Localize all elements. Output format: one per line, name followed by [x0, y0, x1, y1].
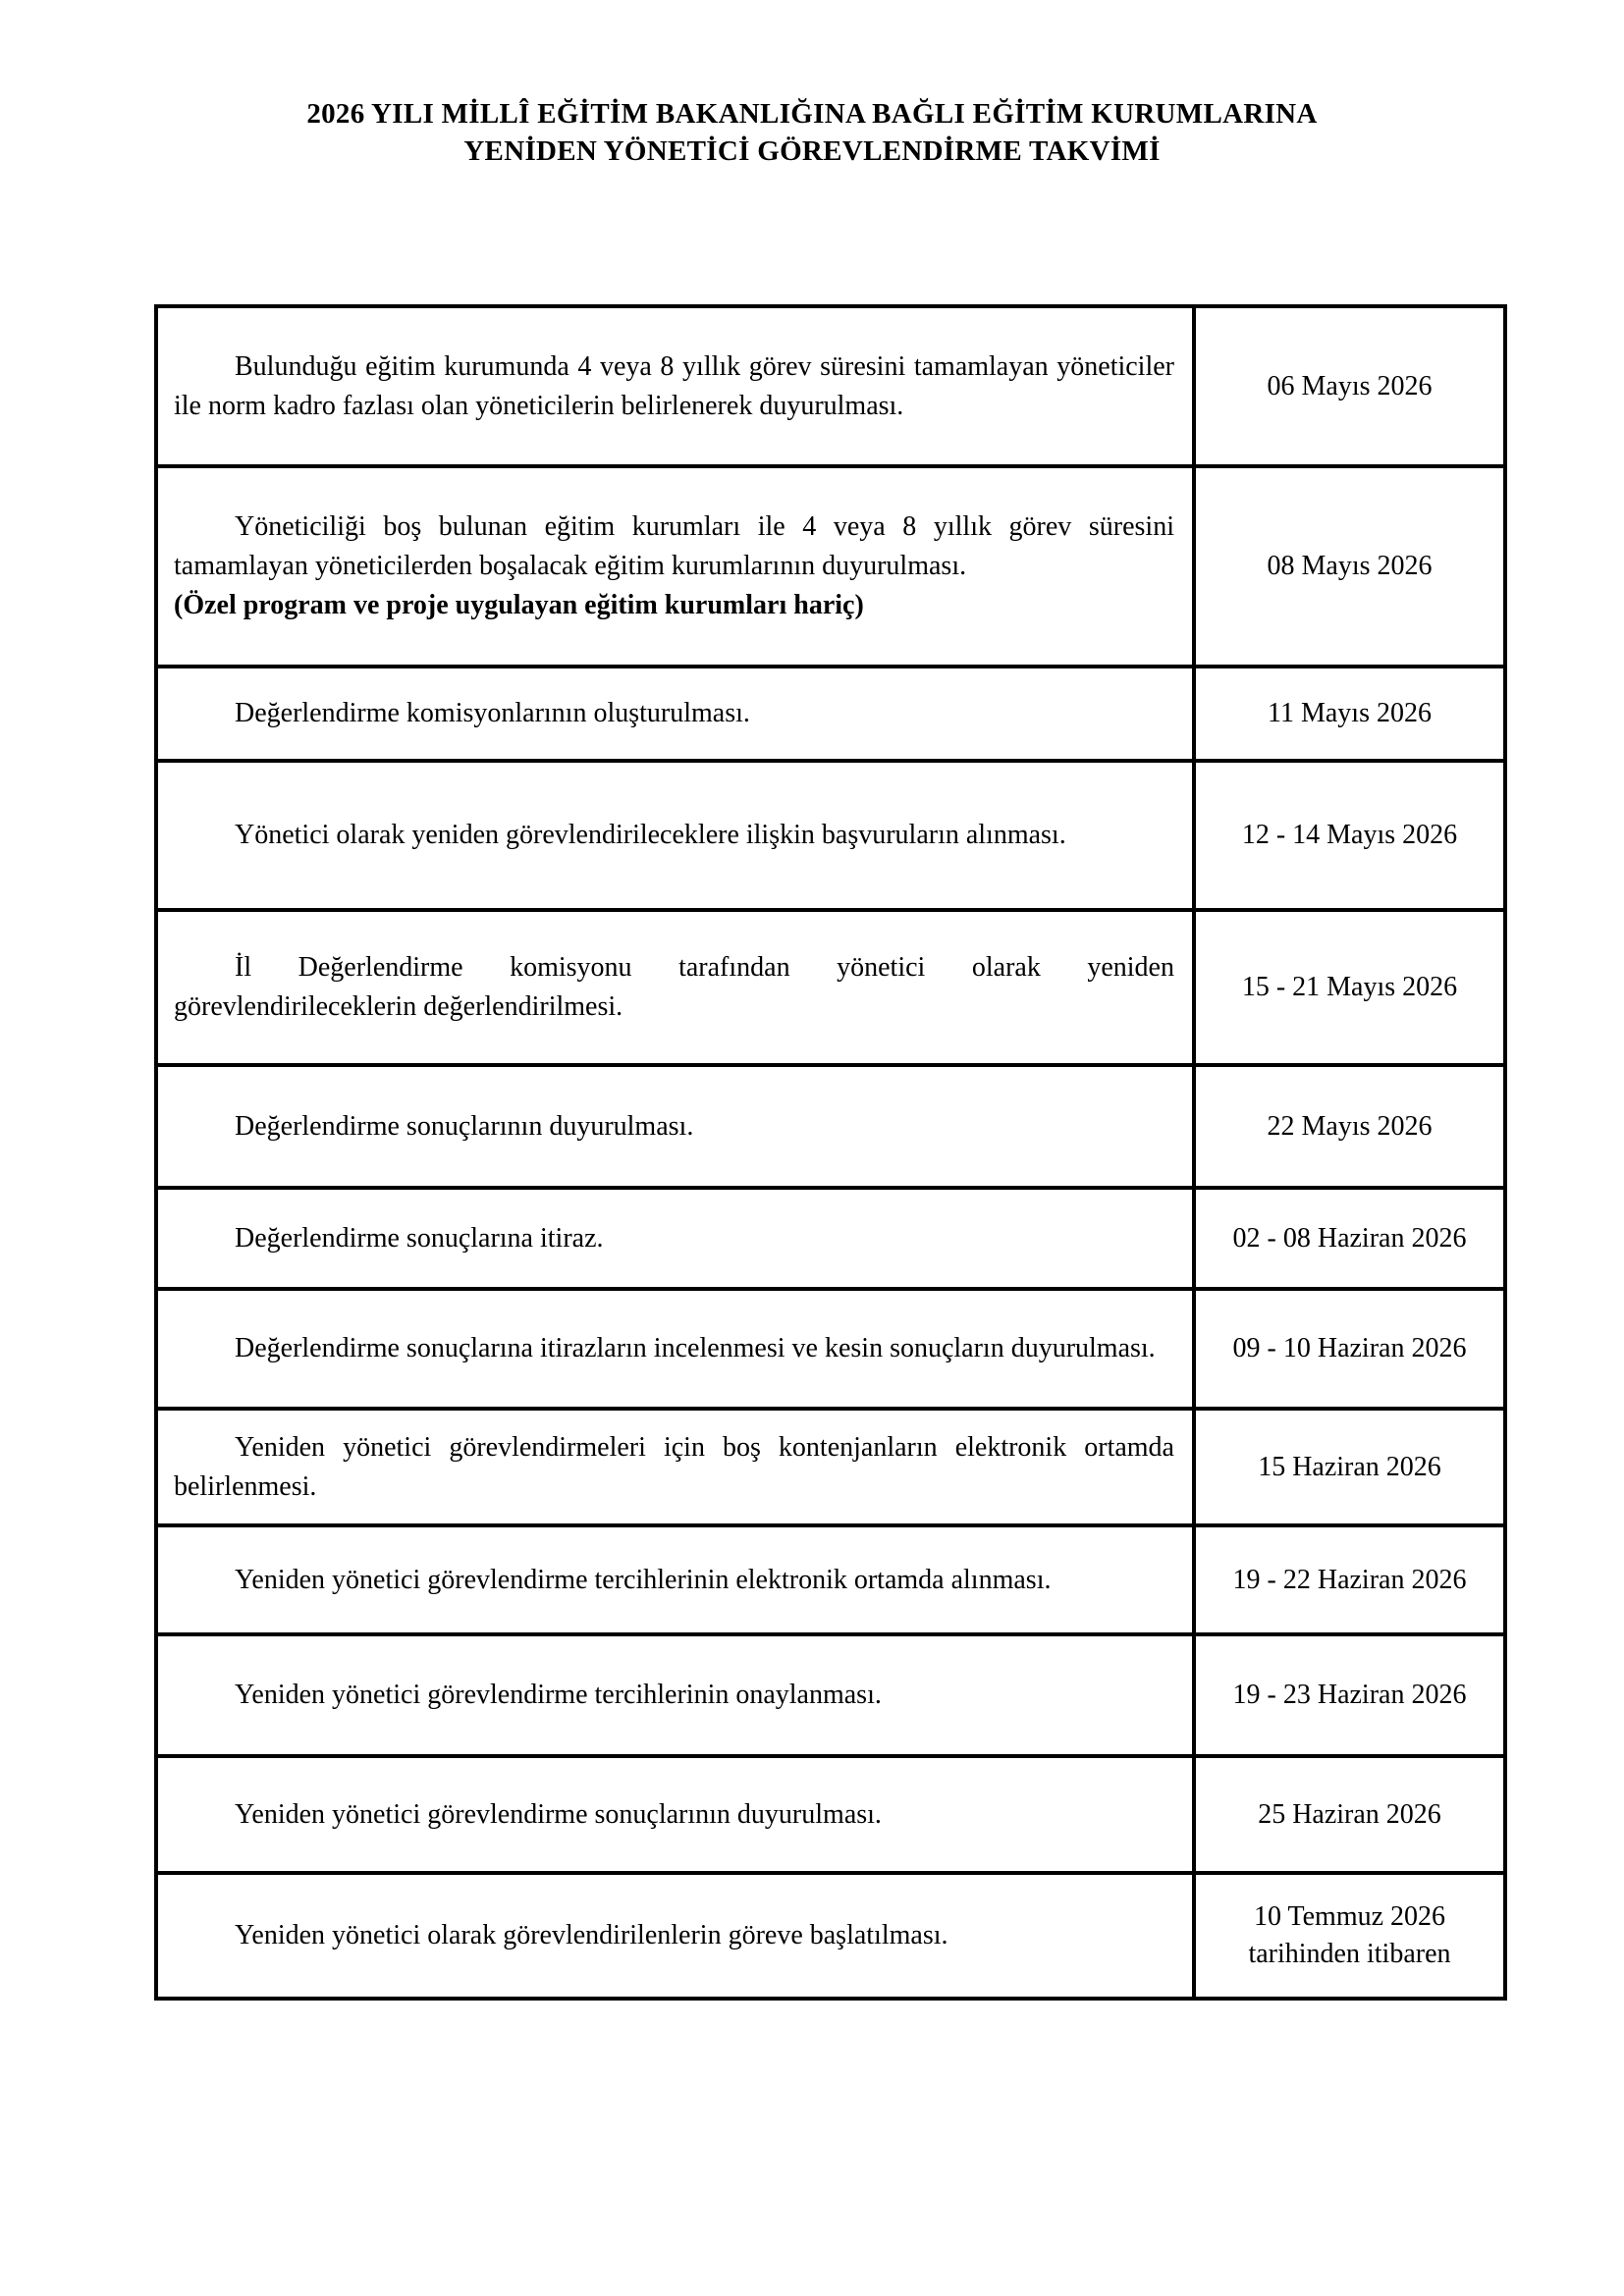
- task-cell: [156, 910, 1194, 1065]
- task-text: İl Değerlendirme komisyonu tarafından yönetici olarak yeniden görevlendirileceklerin değerlendirilmesi.: [174, 952, 1174, 1022]
- date-cell: 22 Mayıs 2026: [1194, 1065, 1505, 1188]
- table-row: [156, 910, 1505, 1065]
- date-cell: 09 - 10 Haziran 2026: [1194, 1289, 1505, 1409]
- task-text: Değerlendirme komisyonlarının oluşturulması.: [235, 698, 750, 728]
- task-cell: [156, 1188, 1194, 1289]
- title-line-2: YENİDEN YÖNETİCİ GÖREVLENDİRME TAKVİMİ: [463, 135, 1161, 167]
- task-text: Değerlendirme sonuçlarının duyurulması.: [235, 1110, 694, 1142]
- table-row: [156, 1525, 1505, 1634]
- task-text: Yeniden yönetici görevlendirme tercihlerinin onaylanması.: [235, 1680, 882, 1710]
- date-cell: 11 Mayıs 2026: [1194, 667, 1505, 761]
- table-row: [156, 1188, 1505, 1289]
- date-cell: 19 - 22 Haziran 2026: [1194, 1525, 1505, 1634]
- task-cell: [156, 667, 1194, 761]
- date-cell: [1194, 1873, 1505, 1999]
- table-row: [156, 1756, 1505, 1873]
- date-line-1: 10 Temmuz 2026: [1253, 1901, 1446, 1932]
- task-text: Değerlendirme sonuçlarına itirazların incelenmesi ve kesin sonuçların duyurulması.: [235, 1333, 1156, 1363]
- date-cell: 15 Haziran 2026: [1194, 1409, 1505, 1525]
- task-text: Yeniden yönetici görevlendirme tercihlerinin elektronik ortamda alınması.: [235, 1564, 1052, 1595]
- date-cell: 06 Mayıs 2026: [1194, 306, 1505, 466]
- task-text: Yeniden yönetici görevlendirme sonuçlarının duyurulması.: [235, 1798, 882, 1830]
- schedule-table: [154, 304, 1507, 2001]
- task-cell: [156, 466, 1194, 667]
- task-cell: [156, 1756, 1194, 1873]
- task-note-bold: (Özel program ve proje uygulayan eğitim kurumları hariç): [174, 590, 864, 620]
- table-row: [156, 1634, 1505, 1756]
- table-row: [156, 466, 1505, 667]
- task-cell: [156, 761, 1194, 910]
- task-text: Yeniden yönetici görevlendirmeleri için boş kontenjanların elektronik ortamda belirlenmesi.: [174, 1431, 1174, 1502]
- task-cell: [156, 1409, 1194, 1525]
- date-cell: 08 Mayıs 2026: [1194, 466, 1505, 667]
- table-row: [156, 1409, 1505, 1525]
- table-row: [156, 1065, 1505, 1188]
- task-cell: [156, 306, 1194, 466]
- date-cell: 15 - 21 Mayıs 2026: [1194, 910, 1505, 1065]
- task-text: Bulunduğu eğitim kurumunda 4 veya 8 yıllık görev süresini tamamlayan yöneticiler ile norm kadro fazlası olan yöneticilerin belirlenerek duyurulması.: [174, 350, 1174, 421]
- date-cell: 02 - 08 Haziran 2026: [1194, 1188, 1505, 1289]
- table-row: [156, 667, 1505, 761]
- date-line-2: tarihinden itibaren: [1248, 1939, 1451, 1969]
- task-cell: [156, 1289, 1194, 1409]
- task-cell: [156, 1065, 1194, 1188]
- task-text: Yönetici olarak yeniden görevlendirileceklere ilişkin başvuruların alınması.: [235, 820, 1066, 850]
- task-text: Değerlendirme sonuçlarına itiraz.: [235, 1222, 604, 1254]
- date-cell: 25 Haziran 2026: [1194, 1756, 1505, 1873]
- table-row: [156, 1873, 1505, 1999]
- date-cell: 12 - 14 Mayıs 2026: [1194, 761, 1505, 910]
- table-row: [156, 306, 1505, 466]
- document-title: [0, 95, 1624, 170]
- table-row: [156, 1289, 1505, 1409]
- task-cell: [156, 1525, 1194, 1634]
- task-text: Yöneticiliği boş bulunan eğitim kurumları ile 4 veya 8 yıllık görev süresini tamamlayan yöneticilerden boşalacak eğitim kurumlarının duyurulması.: [174, 511, 1174, 581]
- task-cell: [156, 1873, 1194, 1999]
- task-cell: [156, 1634, 1194, 1756]
- date-cell: 19 - 23 Haziran 2026: [1194, 1634, 1505, 1756]
- table-row: [156, 761, 1505, 910]
- task-text: Yeniden yönetici olarak görevlendirilenlerin göreve başlatılması.: [235, 1920, 948, 1950]
- title-line-1: 2026 YILI MİLLÎ EĞİTİM BAKANLIĞINA BAĞLI EĞİTİM KURUMLARINA: [306, 98, 1318, 130]
